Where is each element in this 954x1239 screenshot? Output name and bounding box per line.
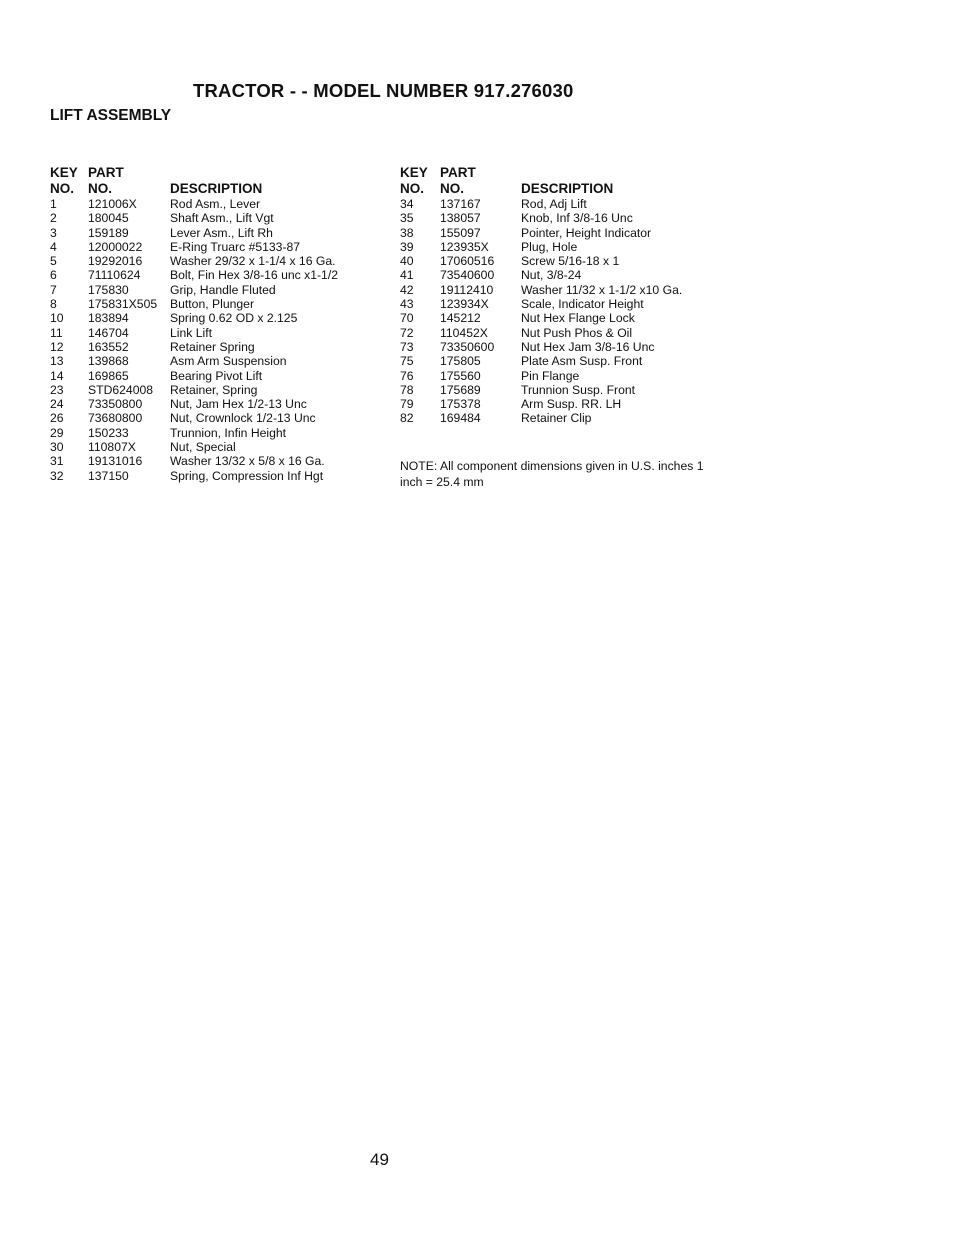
part-description: Nut Hex Jam 3/8-16 Unc <box>521 339 655 354</box>
part-header-line1: PART <box>88 165 124 180</box>
key-number: 38 <box>400 225 414 240</box>
part-number: 175830 <box>88 282 129 297</box>
key-number: 4 <box>50 239 57 254</box>
part-description: E-Ring Truarc #5133-87 <box>170 239 301 254</box>
part-number: 19112410 <box>440 282 494 297</box>
part-number: 138057 <box>440 211 481 226</box>
part-number: 180045 <box>88 211 129 226</box>
key-number: 35 <box>400 211 414 226</box>
description-header: DESCRIPTION <box>521 181 614 196</box>
key-number: 26 <box>50 411 64 426</box>
key-number: 31 <box>50 454 64 469</box>
part-description: Nut, Jam Hex 1/2-13 Unc <box>170 397 307 412</box>
key-number: 32 <box>50 468 64 483</box>
key-number: 39 <box>400 239 414 254</box>
part-description: Nut Push Phos & Oil <box>521 325 633 340</box>
key-number: 72 <box>400 325 414 340</box>
key-number: 43 <box>400 297 414 312</box>
part-description: Button, Plunger <box>170 297 255 312</box>
part-number: 169484 <box>440 411 481 426</box>
key-number: 75 <box>400 354 414 369</box>
part-number: 121006X <box>88 197 137 211</box>
part-description: Screw 5/16-18 x 1 <box>521 254 620 269</box>
part-description: Grip, Handle Fluted <box>170 282 276 297</box>
part-number: 175805 <box>440 354 481 369</box>
part-header-line1: PART <box>440 165 476 180</box>
key-number: 30 <box>50 440 64 455</box>
part-description: Knob, Inf 3/8-16 Unc <box>521 211 633 226</box>
part-description: Washer 13/32 x 5/8 x 16 Ga. <box>170 454 325 469</box>
part-number: 73680800 <box>88 411 143 426</box>
part-number: 163552 <box>88 339 129 354</box>
part-description: Washer 11/32 x 1-1/2 x10 Ga. <box>521 282 683 297</box>
part-number: 155097 <box>440 225 481 240</box>
part-description: Nut, 3/8-24 <box>521 268 582 283</box>
part-description: Trunnion, Infin Height <box>170 425 287 440</box>
part-number: 73350600 <box>440 339 495 354</box>
key-number: 70 <box>400 311 414 326</box>
key-number: 7 <box>50 282 57 297</box>
part-description: Pin Flange <box>521 368 580 383</box>
part-number: 19131016 <box>88 454 143 469</box>
part-number: 150233 <box>88 425 129 440</box>
key-number: 76 <box>400 368 414 383</box>
part-description: Trunnion Susp. Front <box>521 382 636 397</box>
part-description: Bolt, Fin Hex 3/8-16 unc x1-1/2 <box>170 268 339 283</box>
part-number: 139868 <box>88 354 129 369</box>
part-number: 123935X <box>440 239 489 254</box>
key-number: 12 <box>50 339 64 354</box>
part-description: Nut Hex Flange Lock <box>521 311 635 326</box>
part-number: 146704 <box>88 325 129 340</box>
part-number: 169865 <box>88 368 129 383</box>
part-number: 123934X <box>440 297 489 312</box>
part-number: 175378 <box>440 397 481 412</box>
part-number: 137167 <box>440 197 481 211</box>
key-number: 29 <box>50 425 64 440</box>
key-number: 82 <box>400 411 414 426</box>
part-number: 175831X505 <box>88 297 158 312</box>
key-number: 5 <box>50 254 57 269</box>
part-number: 12000022 <box>88 239 143 254</box>
part-number: 19292016 <box>88 254 143 269</box>
key-number: 41 <box>400 268 414 283</box>
key-number: 6 <box>50 268 57 283</box>
part-description: Shaft Asm., Lift Vgt <box>170 211 274 226</box>
section-title: LIFT ASSEMBLY <box>50 107 172 124</box>
part-description: Lever Asm., Lift Rh <box>170 225 273 240</box>
part-description: Rod, Adj Lift <box>521 197 587 211</box>
part-header-line2: NO. <box>88 181 113 196</box>
part-description: Scale, Indicator Height <box>521 297 644 312</box>
key-header-line1: KEY <box>50 165 78 180</box>
key-number: 8 <box>50 297 57 312</box>
key-number: 73 <box>400 339 414 354</box>
part-description: Link Lift <box>170 325 213 340</box>
part-description: Spring 0.62 OD x 2.125 <box>170 311 298 326</box>
part-description: Plug, Hole <box>521 239 578 254</box>
part-description: Asm Arm Suspension <box>170 354 287 369</box>
part-number: 71110624 <box>88 268 141 283</box>
key-number: 10 <box>50 311 64 326</box>
key-number: 40 <box>400 254 414 269</box>
part-description: Spring, Compression Inf Hgt <box>170 468 324 483</box>
description-header: DESCRIPTION <box>170 181 263 196</box>
key-number: 3 <box>50 225 57 240</box>
key-number: 24 <box>50 397 64 412</box>
part-description: Arm Susp. RR. LH <box>521 397 622 412</box>
key-header-line1: KEY <box>400 165 428 180</box>
page-title: TRACTOR - - MODEL NUMBER 917.276030 <box>193 80 574 101</box>
part-number: 145212 <box>440 311 481 326</box>
part-description: Bearing Pivot Lift <box>170 368 263 383</box>
part-number: 110807X <box>88 440 136 455</box>
key-header-line2: NO. <box>50 181 75 196</box>
key-number: 1 <box>50 197 57 211</box>
key-number: 11 <box>50 325 63 340</box>
part-description: Retainer Clip <box>521 411 592 426</box>
key-number: 14 <box>50 368 64 383</box>
part-description: Retainer, Spring <box>170 382 258 397</box>
part-description: Pointer, Height Indicator <box>521 225 652 240</box>
key-number: 23 <box>50 382 64 397</box>
part-description: Rod Asm., Lever <box>170 197 261 211</box>
key-number: 13 <box>50 354 64 369</box>
part-description: Retainer Spring <box>170 339 255 354</box>
key-number: 78 <box>400 382 414 397</box>
part-description: Plate Asm Susp. Front <box>521 354 643 369</box>
dimension-note: NOTE: All component dimensions given in U.S. inches 1 inch = 25.4 mm <box>400 459 704 489</box>
part-description: Nut, Crownlock 1/2-13 Unc <box>170 411 316 426</box>
part-header-line2: NO. <box>440 181 465 196</box>
part-number: 137150 <box>88 468 129 483</box>
part-number: 73540600 <box>440 268 495 283</box>
key-header-line2: NO. <box>400 181 425 196</box>
key-number: 42 <box>400 282 414 297</box>
part-number: 175689 <box>440 382 481 397</box>
part-description: Washer 29/32 x 1-1/4 x 16 Ga. <box>170 254 336 269</box>
part-number: 175560 <box>440 368 481 383</box>
part-number: STD624008 <box>88 382 154 397</box>
part-number: 159189 <box>88 225 129 240</box>
key-number: 34 <box>400 197 414 211</box>
page-number: 49 <box>370 1150 389 1169</box>
part-description: Nut, Special <box>170 440 236 455</box>
part-number: 183894 <box>88 311 129 326</box>
part-number: 73350800 <box>88 397 143 412</box>
key-number: 2 <box>50 211 57 226</box>
part-number: 110452X <box>440 325 488 340</box>
part-number: 17060516 <box>440 254 495 269</box>
key-number: 79 <box>400 397 414 412</box>
